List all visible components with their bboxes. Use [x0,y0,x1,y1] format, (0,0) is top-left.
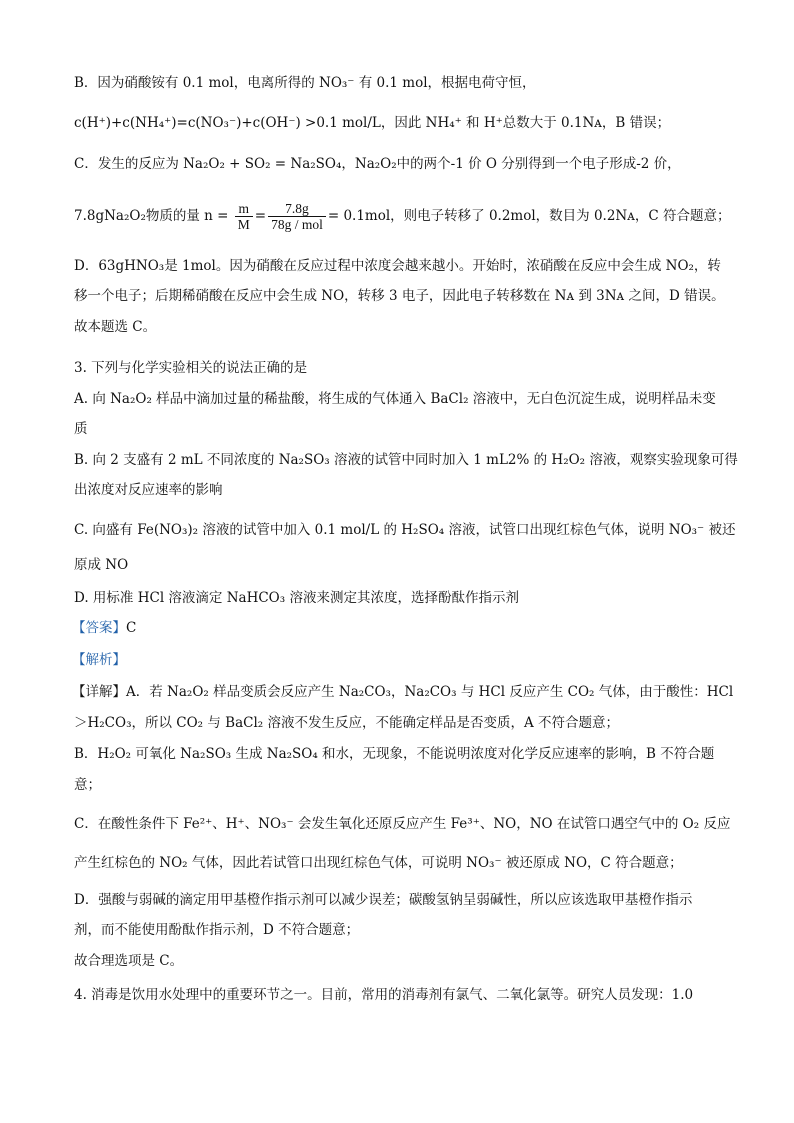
option-b: B. 向 2 支盛有 2 mL 不同浓度的 Na₂SO₃ 溶液的试管中同时加入 1 mL2% 的 H₂O₂ 溶液，观察实验现象可得 [74,452,738,468]
text-line: 原成 NO [74,557,129,573]
answer-value: C [126,620,137,636]
fraction-numerator: 7.8g [268,201,326,217]
text-line: B．H₂O₂ 可氧化 Na₂SO₃ 生成 Na₂SO₄ 和水，无现象，不能说明浓度对化学反应速率的影响，B 不符合题 [74,746,715,762]
formula-line [74,196,731,236]
fraction [268,201,326,232]
text-line: 故本题选 C。 [74,319,157,335]
fraction-denominator: 78g / mol [271,217,323,232]
text-line: C．发生的反应为 Na₂O₂ + SO₂ = Na₂SO₄，Na₂O₂中的两个-1 价 O 分别得到一个电子形成-2 价， [74,156,681,172]
text-line: D．强酸与弱碱的滴定用甲基橙作指示剂可以减少误差；碳酸氢钠呈弱碱性，所以应该选取甲基橙作指示 [74,892,693,908]
fraction-denominator: M [237,217,250,232]
answer-row [72,619,136,637]
text-line: B．因为硝酸铵有 0.1 mol，电离所得的 NO₃⁻ 有 0.1 mol，根据电荷守恒， [74,75,536,91]
text-line: 剂，而不能使用酚酞作指示剂，D 不符合题意； [74,922,360,938]
fraction-numerator: m [235,201,253,217]
answer-label: 【答案】 [72,620,126,636]
text-line: 质 [74,421,88,437]
text-segment: = 0.1mol，则电子转移了 0.2mol，数目为 0.2Nᴀ，C 符合题意； [327,208,731,224]
text-line: 出浓度对反应速率的影响 [74,482,223,498]
option-a: A. 向 Na₂O₂ 样品中滴加过量的稀盐酸，将生成的气体通入 BaCl₂ 溶液中，无白色沉淀生成，说明样品未变 [74,391,716,407]
text-segment: A．若 Na₂O₂ 样品变质会反应产生 Na₂CO₃，Na₂CO₃ 与 HCl 反应产生 CO₂ 气体，由于酸性：HCl [126,684,734,700]
text-line: 移一个电子；后期稀硝酸在反应中会生成 NO，转移 3 电子，因此电子转移数在 Nᴀ 到 3Nᴀ 之间，D 错误。 [74,288,725,304]
text-line: ＞H₂CO₃，所以 CO₂ 与 BaCl₂ 溶液不发生反应，不能确定样品是否变质，A 不符合题意； [74,715,620,731]
option-c: C. 向盛有 Fe(NO₃)₂ 溶液的试管中加入 0.1 mol/L 的 H₂SO₄ 溶液，试管口出现红棕色气体，说明 NO₃⁻ 被还 [74,522,736,538]
text-line [72,683,733,701]
text-line: 产生红棕色的 NO₂ 气体，因此若试管口出现红棕色气体，可说明 NO₃⁻ 被还原成 NO，C 符合题意； [74,855,683,871]
text-line: D．63gHNO₃是 1mol。因为硝酸在反应过程中浓度会越来越小。开始时，浓硝酸在反应中会生成 NO₂，转 [74,258,721,274]
equals-sign: = [254,208,267,224]
text-line: c(H⁺)+c(NH₄⁺)=c(NO₃⁻)+c(OH⁻) >0.1 mol/L，因此 NH₄⁺ 和 H⁺总数大于 0.1Nᴀ，B 错误； [74,115,671,131]
text-segment: 7.8gNa₂O₂物质的量 n = [74,208,233,224]
text-line: 故合理选项是 C。 [74,953,184,969]
analysis-label: 【解析】 [72,652,126,668]
question-stem: 4. 消毒是饮用水处理中的重要环节之一。目前，常用的消毒剂有氯气、二氧化氯等。研究人员发现：1.0 [74,987,694,1003]
detail-label: 【详解】 [72,684,126,700]
text-line: C．在酸性条件下 Fe²⁺、H⁺、NO₃⁻ 会发生氧化还原反应产生 Fe³⁺、NO，NO 在试管口遇空气中的 O₂ 反应 [74,816,731,832]
question-stem: 3. 下列与化学实验相关的说法正确的是 [74,360,308,376]
fraction [235,201,253,232]
option-d: D. 用标准 HCl 溶液滴定 NaHCO₃ 溶液来测定其浓度，选择酚酞作指示剂 [74,590,519,606]
text-line: 意； [74,777,101,793]
